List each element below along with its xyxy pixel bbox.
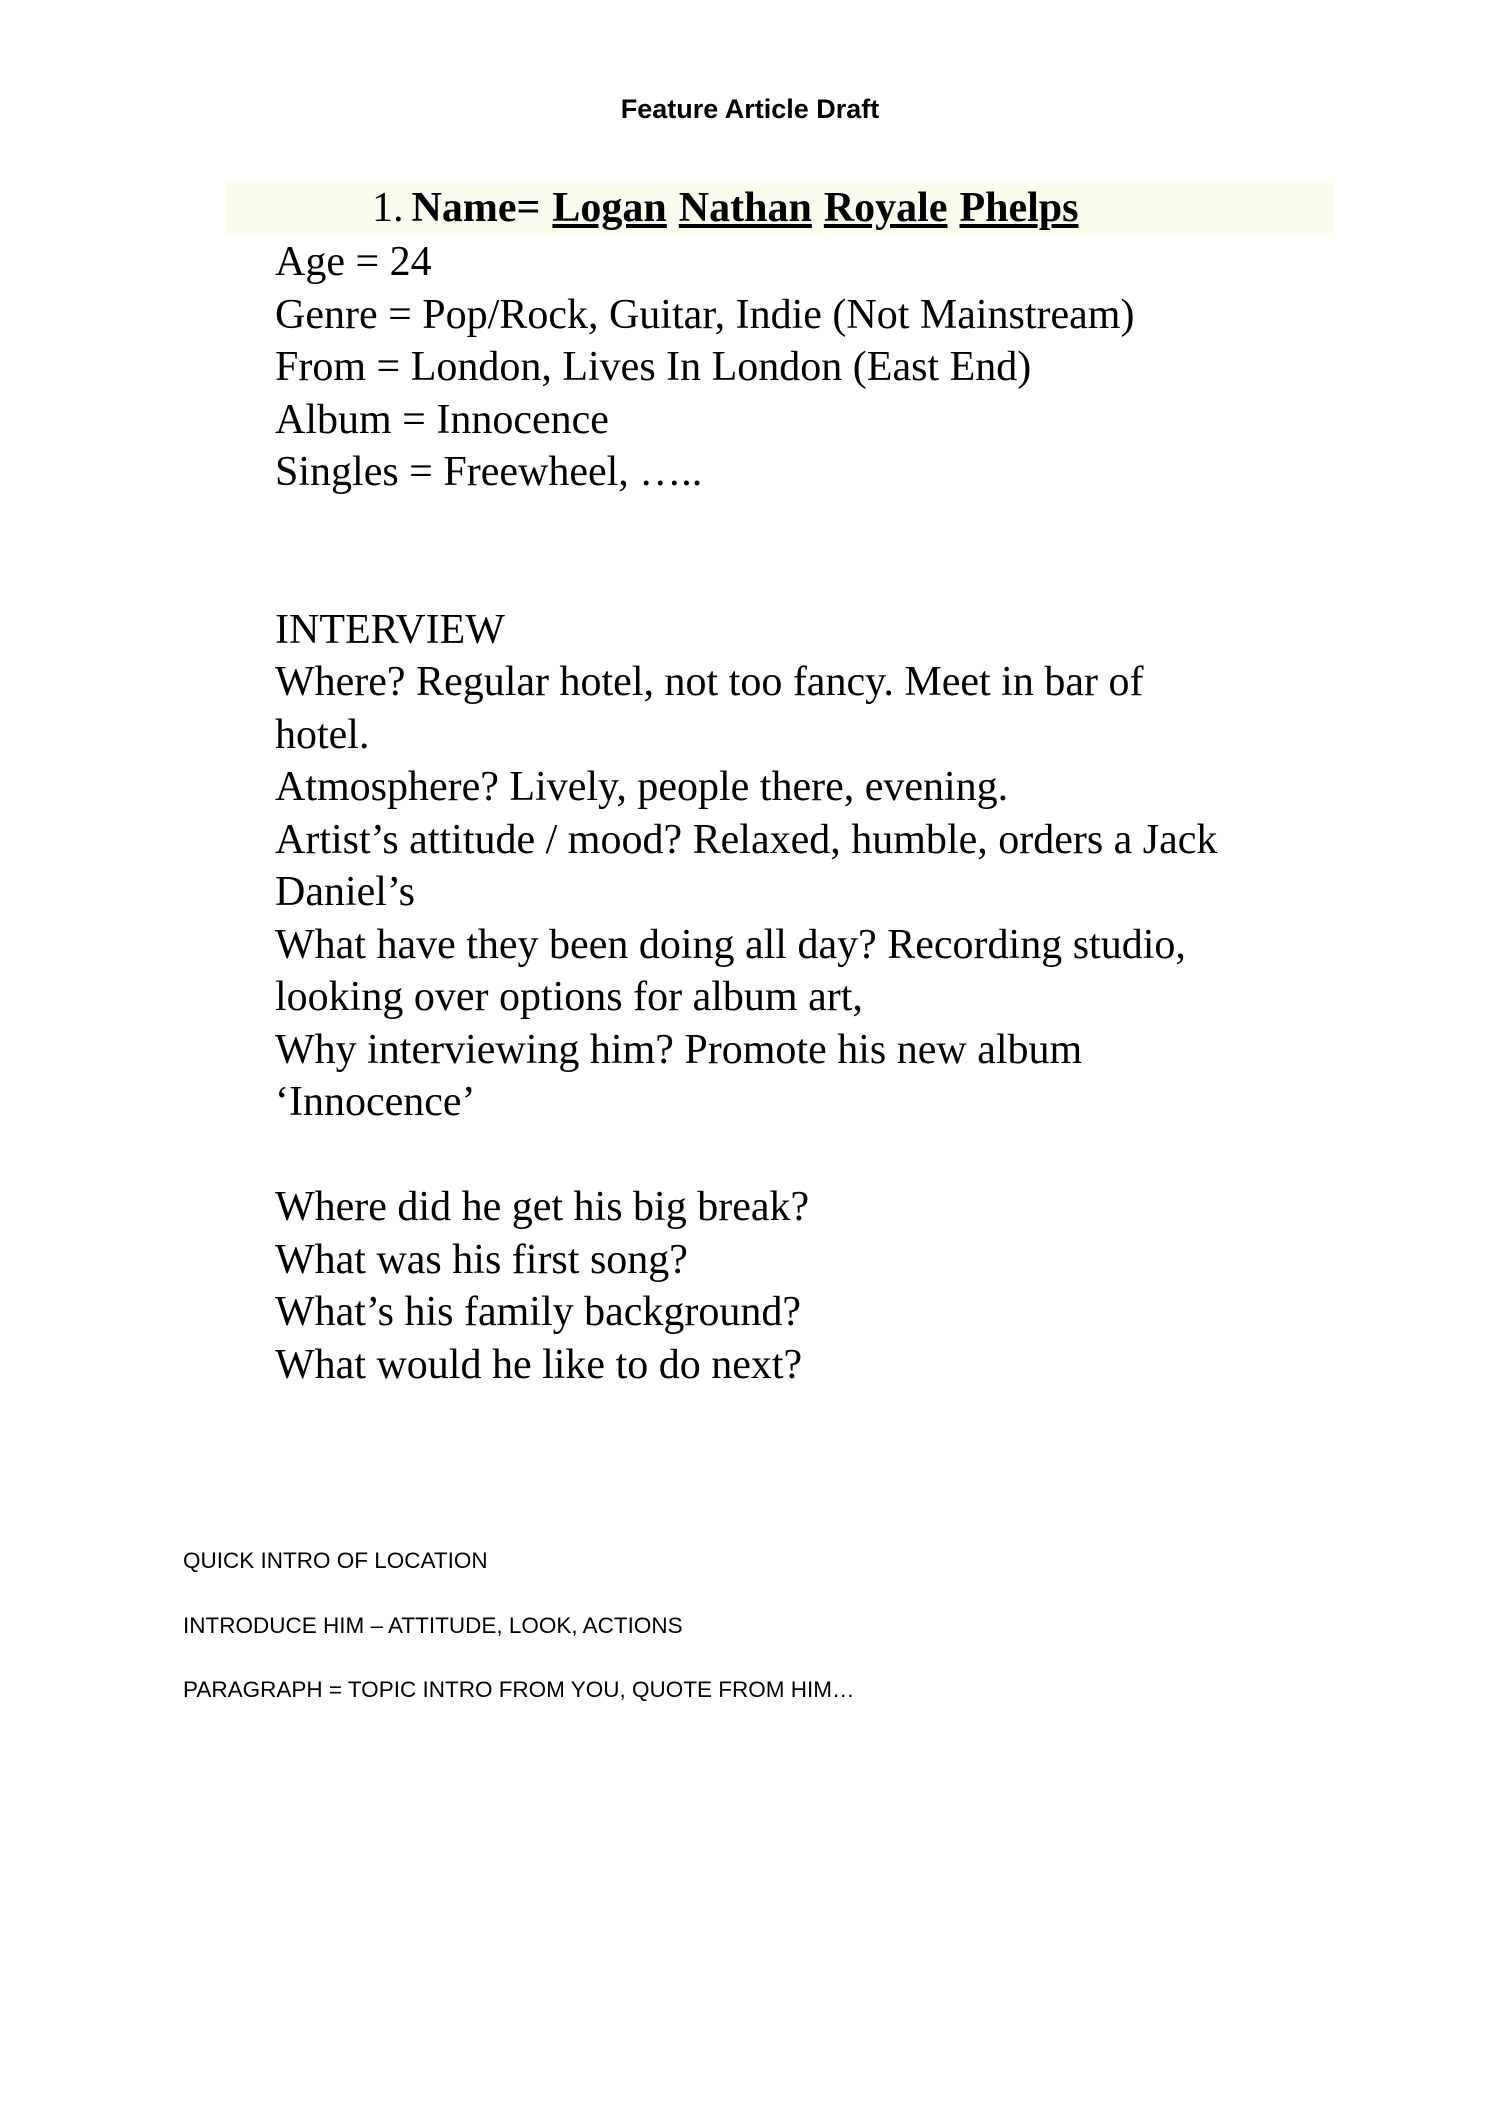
interview-line: Daniel’s: [275, 869, 415, 915]
note-line: INTRODUCE HIM – ATTITUDE, LOOK, ACTIONS: [183, 1613, 683, 1638]
document-title: Feature Article Draft: [620, 94, 880, 124]
last-name: Phelps: [959, 185, 1079, 231]
note-line: QUICK INTRO OF LOCATION: [183, 1548, 488, 1573]
interview-line: Why interviewing him? Promote his new album: [275, 1027, 1083, 1073]
list-number: 1.: [372, 185, 404, 231]
interview-line: ‘Innocence’: [275, 1079, 476, 1125]
profile-genre: Genre = Pop/Rock, Guitar, Indie (Not Mainstream): [275, 292, 1135, 338]
note-line: PARAGRAPH = TOPIC INTRO FROM YOU, QUOTE FROM HIM…: [183, 1677, 855, 1702]
middle-name: Nathan: [678, 185, 812, 231]
name-label: Name=: [411, 185, 541, 231]
profile-singles: Singles = Freewheel, …..: [275, 449, 703, 495]
interview-line: looking over options for album art,: [275, 974, 863, 1020]
second-middle-name: Royale: [823, 185, 948, 231]
question: What was his first song?: [275, 1237, 688, 1283]
interview-line: Artist’s attitude / mood? Relaxed, humble, orders a Jack: [275, 817, 1218, 863]
question: What’s his family background?: [275, 1289, 802, 1335]
interview-line: What have they been doing all day? Recording studio,: [275, 922, 1186, 968]
profile-from: From = London, Lives In London (East End): [275, 344, 1032, 390]
interview-line: Where? Regular hotel, not too fancy. Meet in bar of: [275, 659, 1144, 705]
interview-line: Atmosphere? Lively, people there, evening.: [275, 764, 1009, 810]
interview-line: hotel.: [275, 712, 370, 758]
question: What would he like to do next?: [275, 1342, 803, 1388]
profile-album: Album = Innocence: [275, 397, 609, 443]
first-name: Logan: [552, 185, 667, 231]
profile-age: Age = 24: [275, 239, 432, 285]
name-line: [372, 184, 1079, 232]
interview-heading: INTERVIEW: [275, 607, 505, 653]
question: Where did he get his big break?: [275, 1184, 810, 1230]
